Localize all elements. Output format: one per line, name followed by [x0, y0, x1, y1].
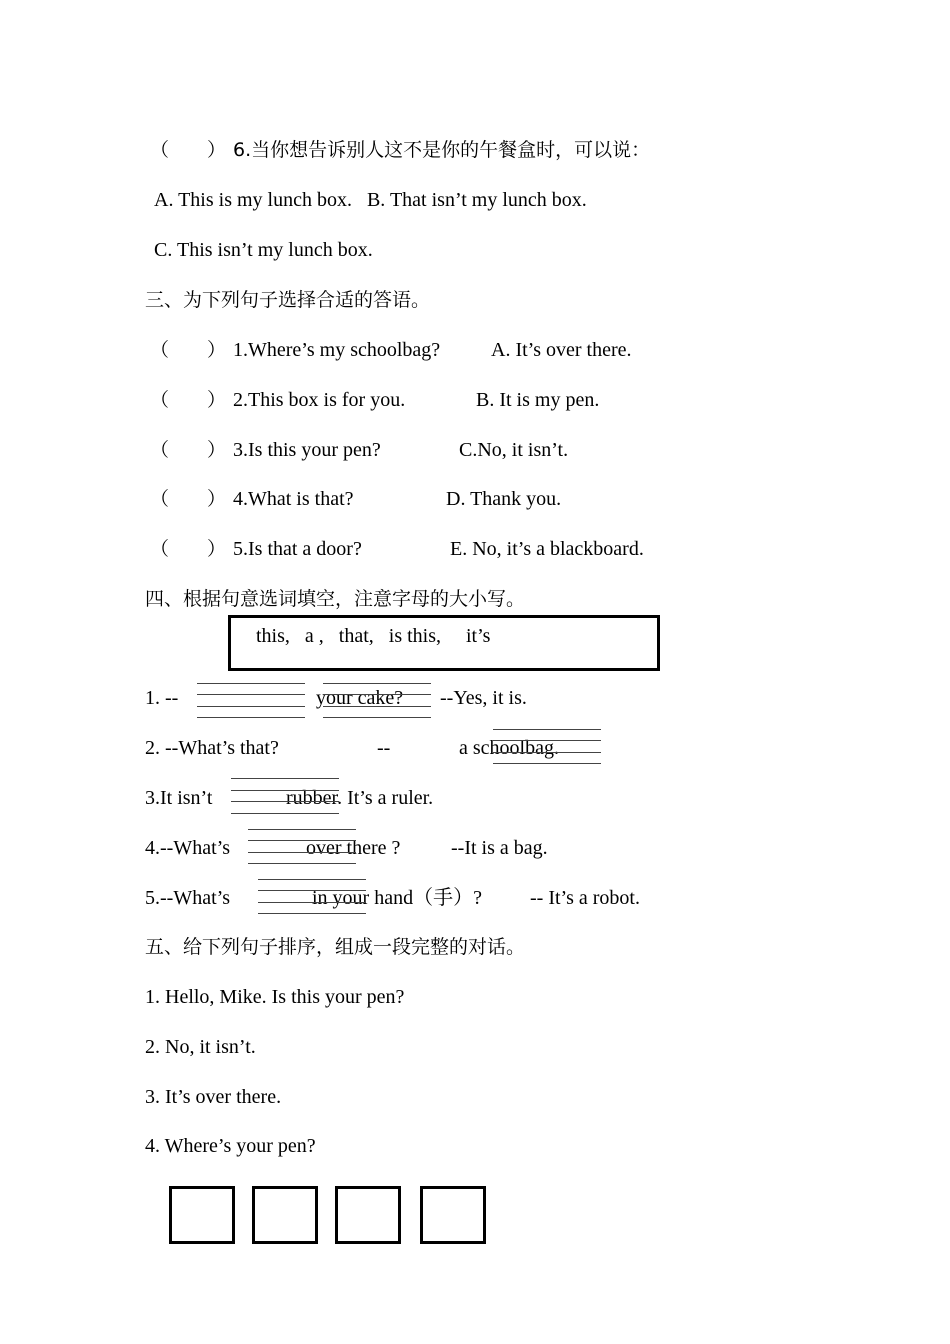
fill-item-text: over there ? [306, 837, 401, 859]
answer-paren: （ ） [150, 538, 227, 560]
question-stem: 6.当你想告诉别人这不是你的午餐盒时，可以说： [233, 139, 651, 161]
fill-item-text: a schoolbag. [459, 737, 559, 759]
order-answer-box[interactable] [420, 1186, 486, 1244]
word-bank: this, a , that, is this, it’s [256, 625, 491, 647]
dialog-sentence: 4. Where’s your pen? [145, 1135, 316, 1157]
fill-item-text: your cake? [316, 687, 404, 709]
fill-item-text: in your hand（手）? [312, 887, 482, 909]
section-heading: 四、根据句意选词填空，注意字母的大小写。 [145, 588, 526, 610]
fill-item-text: -- [377, 737, 391, 759]
fill-item-text: rubber. It’s a ruler. [286, 787, 434, 809]
question-text: 5.Is that a door? [233, 538, 362, 560]
fill-item-text: 3.It isn’t [145, 787, 213, 809]
fill-item-text: 2. --What’s that? [145, 737, 279, 759]
question-text: 2.This box is for you. [233, 389, 406, 411]
order-answer-box[interactable] [335, 1186, 401, 1244]
answer-paren: （ ） [150, 488, 227, 510]
options-line: C. This isn’t my lunch box. [154, 239, 373, 261]
answer-option: B. It is my pen. [476, 389, 600, 411]
answer-option: E. No, it’s a blackboard. [450, 538, 644, 560]
question-text: 3.Is this your pen? [233, 439, 381, 461]
question-text: 1.Where’s my schoolbag? [233, 339, 441, 361]
order-answer-box[interactable] [252, 1186, 318, 1244]
section-heading: 五、给下列句子排序，组成一段完整的对话。 [145, 936, 526, 958]
answer-option: D. Thank you. [446, 488, 562, 510]
answer-paren: （ ） [150, 139, 227, 161]
answer-paren: （ ） [150, 389, 227, 411]
dialog-sentence: 2. No, it isn’t. [145, 1036, 256, 1058]
answer-paren: （ ） [150, 439, 227, 461]
dialog-sentence: 1. Hello, Mike. Is this your pen? [145, 986, 405, 1008]
dialog-sentence: 3. It’s over there. [145, 1086, 282, 1108]
options-line: A. This is my lunch box. B. That isn’t my lunch box. [154, 189, 587, 211]
question-text: 4.What is that? [233, 488, 354, 510]
fill-item-text: --It is a bag. [451, 837, 548, 859]
answer-option: A. It’s over there. [491, 339, 632, 361]
fill-item-text: -- It’s a robot. [530, 887, 640, 909]
answer-option: C.No, it isn’t. [459, 439, 569, 461]
fill-item-text: --Yes, it is. [440, 687, 527, 709]
fill-item-text: 1. -- [145, 687, 179, 709]
order-answer-box[interactable] [169, 1186, 235, 1244]
fill-item-text: 5.--What’s [145, 887, 230, 909]
section-heading: 三、为下列句子选择合适的答语。 [145, 289, 431, 311]
answer-paren: （ ） [150, 339, 227, 361]
fill-item-text: 4.--What’s [145, 837, 230, 859]
